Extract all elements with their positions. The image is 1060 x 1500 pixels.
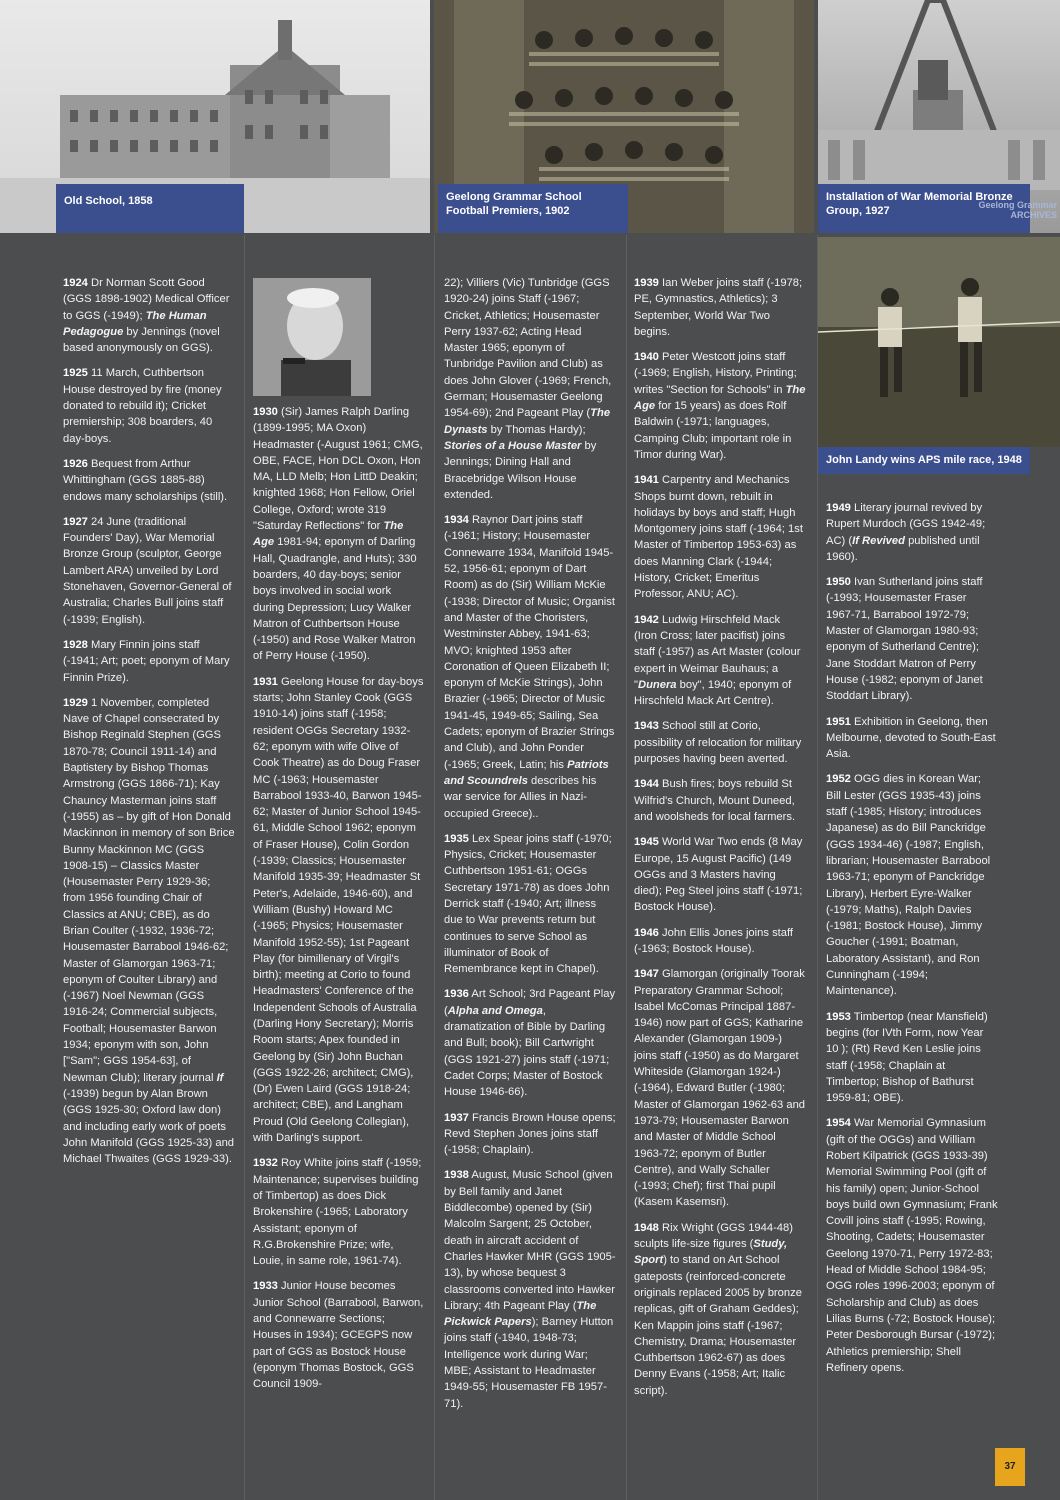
entry-text: Bequest from Arthur Whittingham (GGS 1885-88) endows many scholarships (still).: [63, 457, 228, 503]
entry-text: 1 November, completed Nave of Chapel consecrated by Bishop Reginald Stephen (GGS 1870-78; Council 1911-14) and Baptistery by Bishop Thomas Armstrong (GGS 1866-71); Kay Chauncy Masterman joins staff (-1955) as – by gift of Hon Donald Mackinnon in memory of son Brice Bunny Mackinnon MC (GGS 1908-15) – Classics Master (Housemaster Perry 1929-36; from 1956 founding Chair of Classics at ANU; CBE), as do Brian Coulter (-1932, 1936-72; Housemaster Barrabool 1946-62; Master of Glamorgan 1963-71; eponym of Coulter Library) and (-1967) Noel Newman (GGS 1916-24; Commercial subjects, Football; Housemaster Barwon 1934; eponym with son, John ["Sam"; GGS 1954-63], of Newman Club); literary journal: [63, 696, 235, 1084]
timeline-entry: [444, 986, 616, 1100]
timeline-entry: [826, 1115, 998, 1376]
entry-text: August, Music School (given by Bell family and Janet Biddlecombe) opened by (Sir) Malcolm Sargent; 25 October, death in aircraft accident of Charles Hawker MHR (GGS 1905-13), by whose bequest 3 classrooms converted into Hawker Library; 4th Pageant Play (: [444, 1169, 616, 1312]
entry-year: 1945: [634, 836, 659, 849]
timeline-entry: [826, 574, 998, 704]
entry-text: Timbertop (near Mansfield) begins (for IVth Form, now Year 10 ); (Rt) Revd Ken Leslie joins staff (-1958; Chaplain at Timbertop; Bishop of Bathurst 1959-81; OBE).: [826, 1010, 988, 1105]
entry-year: 1934: [444, 514, 469, 527]
entry-text: Bush fires; boys rebuild St Wilfrid's Church, Mount Duneed, and woolsheds for local farmers.: [634, 778, 796, 823]
timeline-entry: [253, 1278, 425, 1392]
entry-text: (-1939) begun by Alan Brown (GGS 1925-30; Oxford law don) and including early work of poets John Manifold (GGS 1925-33) and Michael Thwaites (GGS 1929-33).: [63, 1087, 235, 1166]
entry-text: Ivan Sutherland joins staff (-1993; Housemaster Fraser 1967-71, Barrabool 1972-79; Master of Glamorgan 1980-93; eponym of Sutherland Centre); Jane Stoddart Matron of Perry House (-1982; eponym of Janet Stoddart Library).: [826, 576, 983, 703]
timeline-entry: [444, 831, 616, 978]
column-divider: [626, 235, 627, 1500]
entry-text: by Thomas Hardy);: [487, 423, 586, 436]
entry-text: Francis Brown House opens; Revd Stephen Jones joins staff (-1958; Chaplain).: [444, 1111, 616, 1157]
timeline-entry: [634, 718, 806, 767]
entry-year: 1951: [826, 715, 851, 728]
entry-text: Art School; 3rd Pageant Play (: [444, 988, 616, 1017]
entry-title-italic: The Age: [634, 383, 806, 413]
entry-text: Raynor Dart joins staff (-1961; History; Housemaster Connewarre 1934, Manifold 1945-52, 1956-61; eponym of Dart Room) as do (Sir) William McKie (-1938; Director of Music; Organist and Master of the Choristers, Westminster Abbey, 1941-63; MVO; knighted 1953 after Coronation of Queen Elizabeth II; eponym of McKie Strings), John Brazier (-1965; Director of Music 1941-45, 1949-65; Sailing, Sea Cadets; eponym of Brazier Strings and Club), and John Ponder (-1965; Greek, Latin; his: [444, 514, 615, 771]
entry-text: Glamorgan (originally Toorak Preparatory Grammar School; Isabel McComas Principal 1887-1946) now part of GGS; Katharine Alexander (Glamorgan 1909-) joins staff (-1950) as do Margaret Whiteside (Glamorgan 1924-) (-1964), Edward Butler (-1980; Master of Glamorgan 1962-63 and 1973-79; Housemaster Barwon and Master of Middle School 1963-72; eponym of Butler Centre), and Wally Schaller (-1993; Chef); first Thai pupil (Kasem Kasemsri).: [634, 968, 806, 1209]
entry-text: (Sir) James Ralph Darling (1899-1995; MA Oxon) Headmaster (-August 1961; CMG, OBE, FACE, Hon DCL Oxon, Hon MA, LLD Melb; Hon LittD Deakin; knighted 1968; Hon Fellow, Oriel College, Oxford; wrote 319 "Saturday Reflections" for: [253, 406, 423, 533]
timeline-column-5: [826, 500, 998, 1385]
entry-year: 1944: [634, 778, 659, 791]
entry-title-italic: The Human Pedagogue: [63, 309, 207, 338]
entry-text: for 15 years) as does Rolf Baldwin (-1971; languages, Camping Club; important role in Timor during War).: [634, 400, 792, 461]
entry-text: War Memorial Gymnasium (gift of the OGGs) and William Robert Kilpatrick (GGS 1933-39) Memorial Swimming Pool (gift of his family) open; Junior-School boys build own Gymnasium; Frank Covill joins staff (-1995; Rowing, Shooting, Cadets; Housemaster Geelong 1970-71, Perry 1972-83; Head of Middle School 1984-95; OGG roles 1996-2003; eponym of Scholarship and Club) as does Lilias Burns (-72; Bostock House); Peter Desborough Bursar (-1972); Athletics premiership; Shell Refinery opens.: [826, 1117, 998, 1374]
entry-text: describes his war service for Allies in Nazi-occupied Greece)..: [444, 774, 597, 820]
entry-title-italic: Alpha and Omega: [447, 1004, 543, 1017]
timeline-entry: [634, 925, 806, 958]
timeline-entry: [444, 1110, 616, 1159]
caption-landy-race: John Landy wins APS mile race, 1948: [818, 447, 1030, 474]
entry-year: 1946: [634, 926, 659, 939]
entry-text: Rix Wright (GGS 1944-48) sculpts life-size figures (: [634, 1221, 793, 1251]
timeline-entry: [253, 1155, 425, 1269]
entry-title-italic: The Age: [253, 520, 404, 549]
caption-old-school: Old School, 1858: [56, 184, 244, 233]
entry-text: published until 1960).: [826, 534, 980, 563]
column-divider: [817, 235, 818, 1500]
timeline-entry: [826, 771, 998, 999]
caption-football-premiers: Geelong Grammar School Football Premiers, 1902: [438, 184, 628, 233]
entry-text: Lex Spear joins staff (-1970; Physics, Cricket; Housemaster Cuthbertson 1951-61; OGGs Secretary 1971-78) as does John Derrick staff (-1940; Art; illness due to War prevents return but continues to serve School as illuminator of Book of Remembrance kept in Chapel).: [444, 832, 612, 976]
timeline-column-1: [63, 275, 235, 1176]
entry-year: 1926: [63, 457, 88, 470]
entry-year: 1928: [63, 638, 88, 651]
landy-race-photo: [818, 237, 1060, 447]
entry-year: 1930: [253, 406, 278, 418]
entry-text: Roy White joins staff (-1959; Maintenance; supervises building of Timbertop) as does Dick Brokenshire (-1965; Laboratory Assistant; eponym of R.G.Brokenshire Prize; wife, Louie, in same role, 1961-74).: [253, 1157, 422, 1268]
entry-year: 1933: [253, 1280, 278, 1293]
timeline-entry: [826, 714, 998, 763]
entry-title-italic: Stories of a House Master: [444, 439, 582, 452]
page-number: 37: [995, 1448, 1025, 1486]
entry-text: by Jennings; Dining Hall and Bracebridge Wilson House extended.: [444, 439, 597, 501]
entry-text: Peter Westcott joins staff (-1969; English, History, Printing; writes "Section for Schools" in: [634, 351, 797, 396]
entry-year: 1947: [634, 968, 659, 981]
entry-year: 1952: [826, 773, 851, 786]
entry-year: 1936: [444, 988, 469, 1001]
timeline-entry: [634, 966, 806, 1210]
entry-year: 1941: [634, 474, 659, 487]
entry-year: 1953: [826, 1010, 851, 1023]
entry-text: 11 March, Cuthbertson House destroyed by fire (money donated to rebuild it); Cricket premiership; 308 boarders, 40 day-boys.: [63, 367, 222, 445]
entry-year: 1939: [634, 277, 659, 289]
entry-text: Carpentry and Mechanics Shops burnt down, rebuilt in holidays by boys and staff; Hugh Montgomery joins staff (-1964; 1st Master of Timbertop 1953-63) as does Manning Clark (-1944; History, Cricket; Emeritus Professor, ANU; AC).: [634, 474, 803, 601]
timeline-entry: [634, 472, 806, 602]
entry-text: ); Barney Hutton joins staff (-1940, 1948-73; Intelligence work during War; MBE; Assistant to Headmaster 1949-55; Housemaster FB 1957-71).: [444, 1316, 614, 1410]
entry-text: Ludwig Hirschfeld Mack (Iron Cross; later pacifist) joins staff (-1957) as Art Master (colour expert in Weimar Bauhaus; a ": [634, 613, 801, 691]
timeline-entry: [63, 514, 235, 628]
entry-text: Dr Norman Scott Good (GGS 1898-1902) Medical Officer to GGS (-1949);: [63, 277, 230, 322]
entry-title-italic: Patriots and Scoundrels: [444, 758, 609, 787]
entry-text: by Jennings (novel based anonymously on GGS).: [63, 325, 220, 355]
entry-year: 1932: [253, 1157, 278, 1170]
darling-portrait-image: [253, 278, 371, 396]
entry-text: OGG dies in Korean War; Bill Lester (GGS 1935-43) joins staff (-1985; History; introduces Japanese) as do Bill Panckridge (GGS 1934-46) (-1987; English, librarian; Housemaster Barrabool 1963-71; eponym of Panckridge Library), Herbert Eyre-Walker (-1979; Maths), Ralph Davies (-1981; Bostock House), Jimmy Goucher (-1991; Boatman, Laboratory Assistant), and Ron Cunningham (-1994; Maintenance).: [826, 773, 991, 998]
portrait-james-darling: [253, 278, 371, 396]
entry-text: Exhibition in Geelong, then Melbourne, devoted to South-East Asia.: [826, 715, 996, 761]
column-divider: [434, 235, 435, 1500]
column-divider: [244, 235, 245, 1500]
entry-year: 1929: [63, 696, 88, 709]
timeline-entry: [634, 1220, 806, 1399]
timeline-entry: [634, 834, 806, 915]
entry-year: 1924: [63, 277, 88, 289]
timeline-entry: [63, 456, 235, 505]
entry-year: 1954: [826, 1117, 851, 1130]
entry-title-italic: Dunera: [637, 678, 677, 691]
timeline-entry: [63, 365, 235, 446]
entry-year: 1940: [634, 351, 659, 364]
entry-text: ) to stand on Art School gateposts (reinforced-concrete originals replaced 2005 by bronze replicas, gift of Graham Geddes); Ken Mappin joins staff (-1967; Chemistry, Drama; Housemaster Cuthbertson 1962-67) as does Denny Evans (-1958; Art; Italic script).: [634, 1254, 802, 1397]
timeline-entry: [826, 1009, 998, 1107]
entry-title-italic: If: [216, 1071, 224, 1084]
archives-watermark: Geelong Grammar ARCHIVES: [978, 200, 1057, 220]
entry-text: School still at Corio, possibility of relocation for military purposes having been averted.: [634, 720, 802, 766]
entry-title-italic: Study, Sport: [634, 1238, 788, 1267]
entry-year: 1949: [826, 502, 851, 514]
entry-year: 1937: [444, 1111, 469, 1124]
entry-title-italic: The Pickwick Papers: [444, 1299, 597, 1329]
entry-year: 1942: [634, 613, 659, 626]
entry-text: Literary journal revived by Rupert Murdoch (GGS 1942-49; AC) (: [826, 502, 986, 547]
entry-year: 1943: [634, 720, 659, 733]
timeline-column-4: [634, 275, 806, 1408]
timeline-entry: [634, 776, 806, 825]
timeline-column-2: [253, 404, 425, 1402]
timeline-entry: [63, 275, 235, 356]
entry-year: 1927: [63, 515, 88, 528]
timeline-entry: [634, 612, 806, 710]
timeline-entry: [826, 500, 998, 565]
entry-text: boy", 1940; eponym of Hirschfeld Mack Art Centre).: [634, 678, 792, 708]
timeline-entry: [634, 349, 806, 463]
photo-landy-race: [818, 237, 1060, 447]
entry-title-italic: If Revived: [852, 534, 905, 547]
entry-year: 1925: [63, 367, 88, 380]
entry-title-italic: The Dynasts: [444, 407, 611, 436]
timeline-entry: [253, 404, 425, 665]
timeline-entry: [63, 695, 235, 1168]
entry-text: John Ellis Jones joins staff (-1963; Bostock House).: [634, 926, 794, 955]
entry-year: 1938: [444, 1169, 469, 1182]
timeline-entry: [253, 674, 425, 1147]
entry-text: Mary Finnin joins staff (-1941; Art; poet; eponym of Mary Finnin Prize).: [63, 638, 230, 684]
entry-text: Junior House becomes Junior School (Barrabool, Barwon, and Connewarre Sections; Houses in 1934); GCEGPS now part of GGS as Bostock House (eponym Thomas Bostock, GGS Council 1909-: [253, 1280, 424, 1391]
timeline-entry: [444, 1167, 616, 1411]
entry-text: World War Two ends (8 May Europe, 15 August Pacific) (149 OGGs and 3 Masters having died); Peg Steel joins staff (-1971; Bostock House).: [634, 836, 803, 914]
caption-war-memorial: Installation of War Memorial Bronze Group, 1927: [818, 184, 1030, 233]
entry-text: 22); Villiers (Vic) Tunbridge (GGS 1920-24) joins Staff (-1967; Cricket, Athletics; Housemaster Perry 1937-62; Acting Head Master 1965; eponym of Tunbridge Pavilion and Club) as does John Glover (-1969; French, German; Housemaster Geelong 1954-69); 2nd Pageant Play (: [444, 277, 612, 420]
entry-text: Geelong House for day-boys starts; John Stanley Cook (GGS 1910-14) joins staff (-1958; resident OGGs Secretary 1932-62; eponym with wife Olive of Cook Theatre) as do Doug Fraser MC (-1963; Housemaster Barrabool 1933-40, Barwon 1945-62; Master of Junior School 1945-61, Middle School 1962; eponym of Fraser House), Colin Gordon (-1939; Classics; Housemaster Manifold 1935-39; Headmaster St Peter's, Adelaide, 1946-60), and William (Bushy) Howard MC (-1965; Physics; Housemaster Manifold 1952-55); 1st Pageant Play (for bimillenary of Virgil's birth); meeting at Corio to found Headmasters' Conference of the Independent Schools of Australia (Darling Hony Secretary); Morris Room starts; Apex founded in Geelong by (Sir) John Buchan (GGS 1922-26; architect; CMG), (Dr) Ewen Laird (GGS 1918-24; architect; CBE), and Langham Proud (Old Geelong Collegian), with Darling's support.: [253, 675, 424, 1145]
timeline-entry: [444, 512, 616, 822]
entry-text: 1981-94; eponym of Darling Hall, Quadrangle, and Huts); 330 boarders, 40 day-boys; senior boys involved in social work during Depression; Lucy Walker Matron of Cuthbertson House (-1950) and Rose Walker Matron of Perry House (-1950).: [253, 536, 417, 663]
entry-year: 1931: [253, 675, 278, 688]
entry-text: Ian Weber joins staff (-1978; PE, Gymnastics, Athletics); 3 September, World War Two begins.: [634, 277, 803, 338]
entry-text: , dramatization of Bible by Darling and Bull; book); Bill Cartwright (GGS 1921-27) joins staff (-1971; Cadet Corps; Master of Bostock House 1946-66).: [444, 1004, 610, 1099]
timeline-entry: [63, 637, 235, 686]
timeline-entry: [444, 275, 616, 503]
entry-text: 24 June (traditional Founders' Day), War Memorial Bronze Group (sculptor, George Lambert ARA) unveiled by Lord Stonehaven, Governor-General of Australia; Charles Bull joins staff (-1939; English).: [63, 515, 232, 626]
entry-year: 1950: [826, 576, 851, 589]
entry-year: 1935: [444, 832, 469, 845]
timeline-column-3: [444, 275, 616, 1421]
entry-year: 1948: [634, 1221, 659, 1234]
timeline-entry: [634, 275, 806, 340]
